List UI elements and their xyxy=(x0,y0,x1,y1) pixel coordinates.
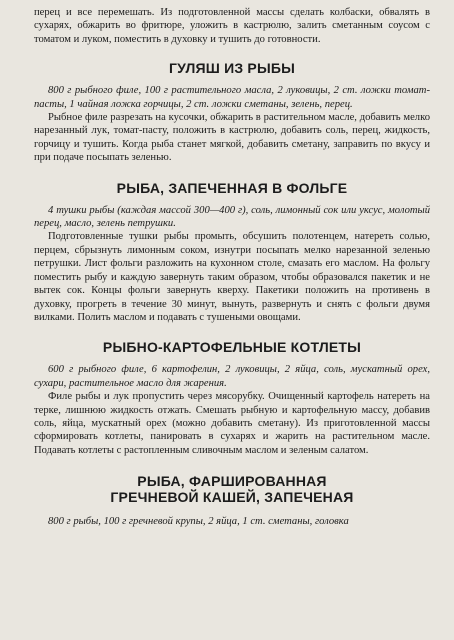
recipe-method-gulyash: Рыбное филе разрезать на кусочки, обжарить в растительном масле, добавить мелко нарезанный лук, томат-пасту, положить в кастрюлю, добавить соль, перец, жидкость, горчицу и тушить. Когда рыба станет мягкой, добавить сметану, заправить по вкусу и при подаче посыпать зеленью. xyxy=(34,112,430,164)
intro-paragraph: перец и все перемешать. Из подготовленной массы сделать колбаски, обвалять в сухарях, обжарить во фритюре, уложить в кастрюлю, залить сметанным соусом с томатом и луком, поместить в духовку и тушить до готовности. xyxy=(34,7,430,45)
recipe-ingredients-stuffed-fish: 800 г рыбы, 100 г гречневой крупы, 2 яйца, 1 ст. сметаны, головка xyxy=(48,516,349,528)
recipe-title-stuffed-fish xyxy=(34,473,430,505)
recipe-title-stuffed-fish-line2: ГРЕЧНЕВОЙ КАШЕЙ, ЗАПЕЧЕНАЯ xyxy=(110,489,354,506)
recipe-title-stuffed-fish-line1: РЫБА, ФАРШИРОВАННАЯ xyxy=(137,473,327,490)
recipe-method-cutlets: Филе рыбы и лук пропустить через мясорубку. Очищенный картофель натереть на терке, лишнюю жидкость отжать. Смешать рыбную и картофельную массу, добавив соль, яйца, мускатный орех (можно добавить сметану). Из приготовленной массы сформировать котлеты, панировать в сухарях и жарить на растительном масле. Подавать котлеты с растопленным сливочным маслом и зеленым салатом. xyxy=(34,391,430,456)
recipe-title-foil-fish: РЫБА, ЗАПЕЧЕННАЯ В ФОЛЬГЕ xyxy=(116,179,348,196)
recipe-ingredients-gulyash: 800 г рыбного филе, 100 г растительного масла, 2 луковицы, 2 ст. ложки томат-пасты, 1 чайная ложка горчицы, 2 ст. ложки сметаны, зелень, перец. xyxy=(34,85,430,110)
recipe-title-gulyash: ГУЛЯШ ИЗ РЫБЫ xyxy=(168,60,296,77)
recipe-ingredients-cutlets: 600 г рыбного филе, 6 картофелин, 2 луковицы, 2 яйца, соль, мускатный орех, сухари, растительное масло для жарения. xyxy=(34,364,430,389)
recipe-title-cutlets: РЫБНО-КАРТОФЕЛЬНЫЕ КОТЛЕТЫ xyxy=(102,339,362,356)
recipe-method-foil-fish: Подготовленные тушки рыбы промыть, обсушить полотенцем, натереть солью, перцем, сбрызнуть лимонным соком, изнутри посыпать мелко нарезанной зеленью петрушки. Лист фольги разложить на кухонном столе, смазать его маслом. На фольгу поместить рыбу и каждую завернуть таким образом, чтобы образовался пакетик и не вытек сок. Концы фольги завернуть кверху. Пакетики положить на противень в духовку, прогреть в течение 30 минут, вынуть, развернуть и снять с фольги двумя вилками. Полить маслом и подавать с тушеными овощами. xyxy=(34,231,430,323)
recipe-ingredients-foil-fish: 4 тушки рыбы (каждая массой 300—400 г), соль, лимонный сок или уксус, молотый перец, масло, зелень петрушки. xyxy=(34,204,430,230)
